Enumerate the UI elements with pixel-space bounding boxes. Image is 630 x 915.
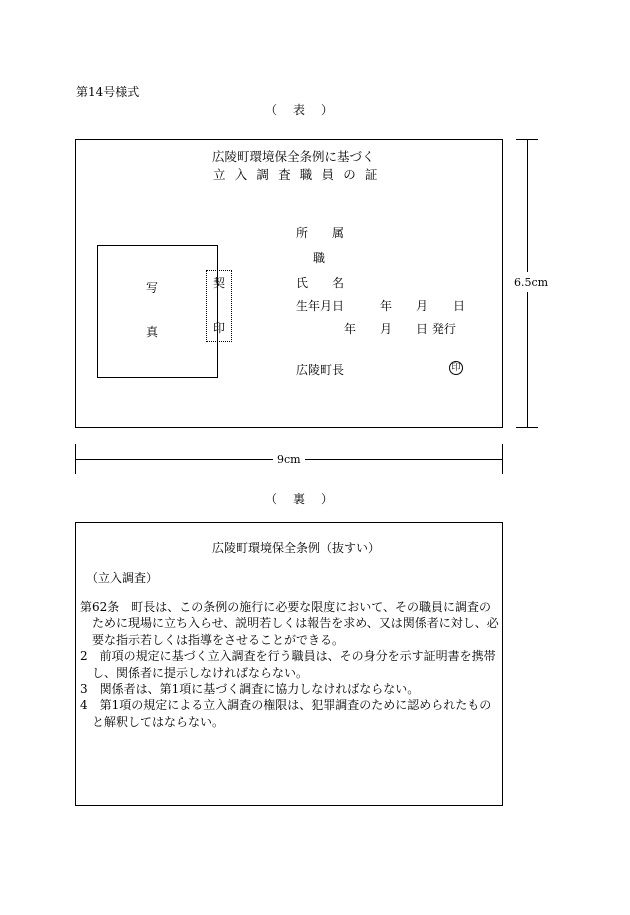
birth-month-label: 月 — [416, 299, 429, 313]
height-dim-line-upper — [527, 139, 528, 272]
back-title: 広陵町環境保全条例（抜すい） — [212, 541, 381, 555]
card-title-line1: 広陵町環境保全条例に基づく — [212, 149, 375, 164]
seal-char-bottom: 印 — [213, 321, 226, 335]
issue-day-label: 日 発行 — [416, 322, 456, 336]
form-number: 第14号様式 — [76, 85, 140, 99]
height-dim-line-lower — [527, 292, 528, 427]
photo-char-bottom: 真 — [146, 325, 159, 339]
article-62-paragraph-4: 4 第1項の規定による立入調査の権限は、犯罪調査のために認められたものと解釈してはならない。 — [80, 698, 492, 729]
ordinance-articles — [80, 599, 500, 730]
back-heading: （ 裏 ） — [265, 492, 336, 506]
issue-year-label: 年 — [344, 322, 357, 336]
photo-area — [97, 245, 218, 378]
affiliation-label: 所 属 — [296, 226, 345, 240]
front-heading: （ 表 ） — [265, 103, 336, 117]
height-dim-bottom-tick — [516, 427, 538, 428]
birthdate-label: 生年月日 — [296, 299, 345, 313]
official-seal-icon: 印 — [449, 361, 463, 375]
birth-year-label: 年 — [380, 299, 393, 313]
width-dimension-label: 9cm — [273, 454, 305, 465]
article-62: 第62条 町長は、この条例の施行に必要な限度において、その職員に調査のために現場に立ち入らせ、説明若しくは報告を求め、又は関係者に対し、必要な指示若しくは指導をさせることができる。 — [80, 600, 499, 647]
height-dimension-label: 6.5cm — [514, 276, 549, 289]
card-title-line2: 立入調査職員の証 — [213, 167, 387, 182]
birth-day-label: 日 — [453, 299, 466, 313]
seal-char-top: 契 — [213, 276, 226, 290]
section-heading: （立入調査） — [86, 571, 159, 585]
article-62-paragraph-3: 3 関係者は、第1項に基づく調査に協力しなければならない。 — [80, 682, 420, 697]
issue-month-label: 月 — [380, 322, 393, 336]
article-62-paragraph-2: 2 前項の規定に基づく立入調査を行う職員は、その身分を示す証明書を携帯し、関係者に提示しなければならない。 — [80, 649, 496, 680]
photo-char-top: 写 — [146, 281, 159, 295]
position-label: 職 — [313, 251, 326, 265]
name-label: 氏 名 — [296, 276, 345, 290]
mayor-label: 広陵町長 — [296, 363, 345, 377]
